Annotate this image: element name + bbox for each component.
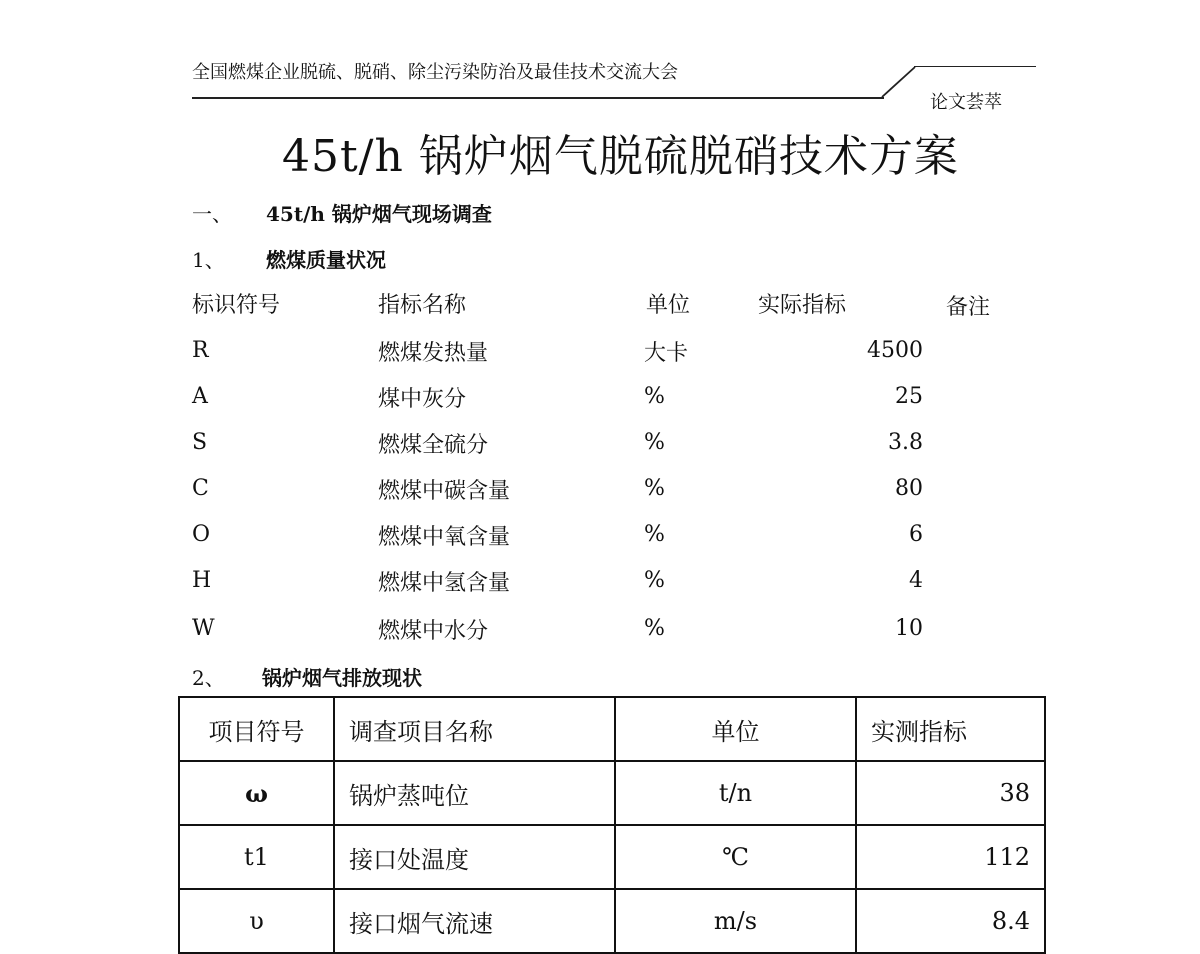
conference-header: 全国燃煤企业脱硫、脱硝、除尘污染防治及最佳技术交流大会	[192, 62, 678, 83]
flue-gas-table	[178, 696, 1046, 954]
row-unit: %	[644, 384, 665, 409]
row-value: 4	[909, 568, 923, 593]
col-header-symbol: 项目符号	[179, 697, 334, 761]
col-header-value: 实际指标	[758, 293, 847, 318]
row-name: 燃煤全硫分	[378, 433, 489, 458]
col-header-name: 调查项目名称	[334, 697, 615, 761]
row-name: 接口烟气流速	[334, 889, 615, 953]
row-symbol: A	[192, 384, 208, 409]
row-unit: t/n	[615, 761, 856, 825]
row-name: 燃煤中水分	[378, 619, 489, 644]
col-header-unit: 单位	[615, 697, 856, 761]
col-header-value: 实测指标	[856, 697, 1045, 761]
row-value: 112	[856, 825, 1045, 889]
row-unit: %	[644, 522, 665, 547]
row-symbol: υ	[179, 889, 334, 953]
row-unit: m/s	[615, 889, 856, 953]
row-symbol: W	[192, 616, 215, 641]
table-row	[179, 889, 1045, 953]
row-value: 8.4	[856, 889, 1045, 953]
header-slant-line	[880, 66, 916, 98]
col-header-unit: 单位	[646, 293, 691, 318]
subsection-2-heading: 锅炉烟气排放现状	[262, 666, 422, 690]
row-unit: ℃	[615, 825, 856, 889]
col-header-name: 指标名称	[378, 293, 467, 318]
subsection-2-number: 2、	[192, 666, 225, 690]
row-unit: %	[644, 430, 665, 455]
row-symbol: O	[192, 522, 211, 547]
row-value: 4500	[867, 338, 923, 363]
row-name: 燃煤中氧含量	[378, 525, 511, 550]
subsection-1-heading: 燃煤质量状况	[266, 248, 386, 272]
section-1-heading: 45t/h 锅炉烟气现场调查	[266, 202, 492, 226]
row-name: 燃煤中氢含量	[378, 571, 511, 596]
row-value: 6	[909, 522, 923, 547]
row-value: 10	[895, 616, 923, 641]
row-value: 3.8	[888, 430, 923, 455]
row-name: 锅炉蒸吨位	[334, 761, 615, 825]
row-symbol: S	[192, 430, 208, 455]
col-header-remark: 备注	[946, 295, 991, 320]
row-symbol: H	[192, 568, 212, 593]
section-1-number: 一、	[192, 202, 232, 226]
row-name: 燃煤发热量	[378, 341, 489, 366]
table-header-row	[179, 697, 1045, 761]
section-tag: 论文荟萃	[930, 92, 1002, 113]
row-name: 接口处温度	[334, 825, 615, 889]
row-value: 80	[895, 476, 923, 501]
subsection-1-number: 1、	[192, 248, 225, 272]
row-unit: %	[644, 616, 665, 641]
row-symbol: C	[192, 476, 209, 501]
row-name: 燃煤中碳含量	[378, 479, 511, 504]
row-symbol: ω	[179, 761, 334, 825]
header-rule	[192, 97, 884, 99]
row-value: 38	[856, 761, 1045, 825]
row-symbol: t1	[179, 825, 334, 889]
row-unit: %	[644, 568, 665, 593]
document-title: 45t/h 锅炉烟气脱硫脱硝技术方案	[282, 131, 959, 182]
header-top-rule	[914, 66, 1036, 67]
row-value: 25	[895, 384, 923, 409]
col-header-symbol: 标识符号	[192, 293, 281, 318]
row-unit: 大卡	[644, 341, 689, 366]
row-unit: %	[644, 476, 665, 501]
table-row	[179, 761, 1045, 825]
row-name: 煤中灰分	[378, 387, 467, 412]
table-row	[179, 825, 1045, 889]
row-symbol: R	[192, 338, 209, 363]
